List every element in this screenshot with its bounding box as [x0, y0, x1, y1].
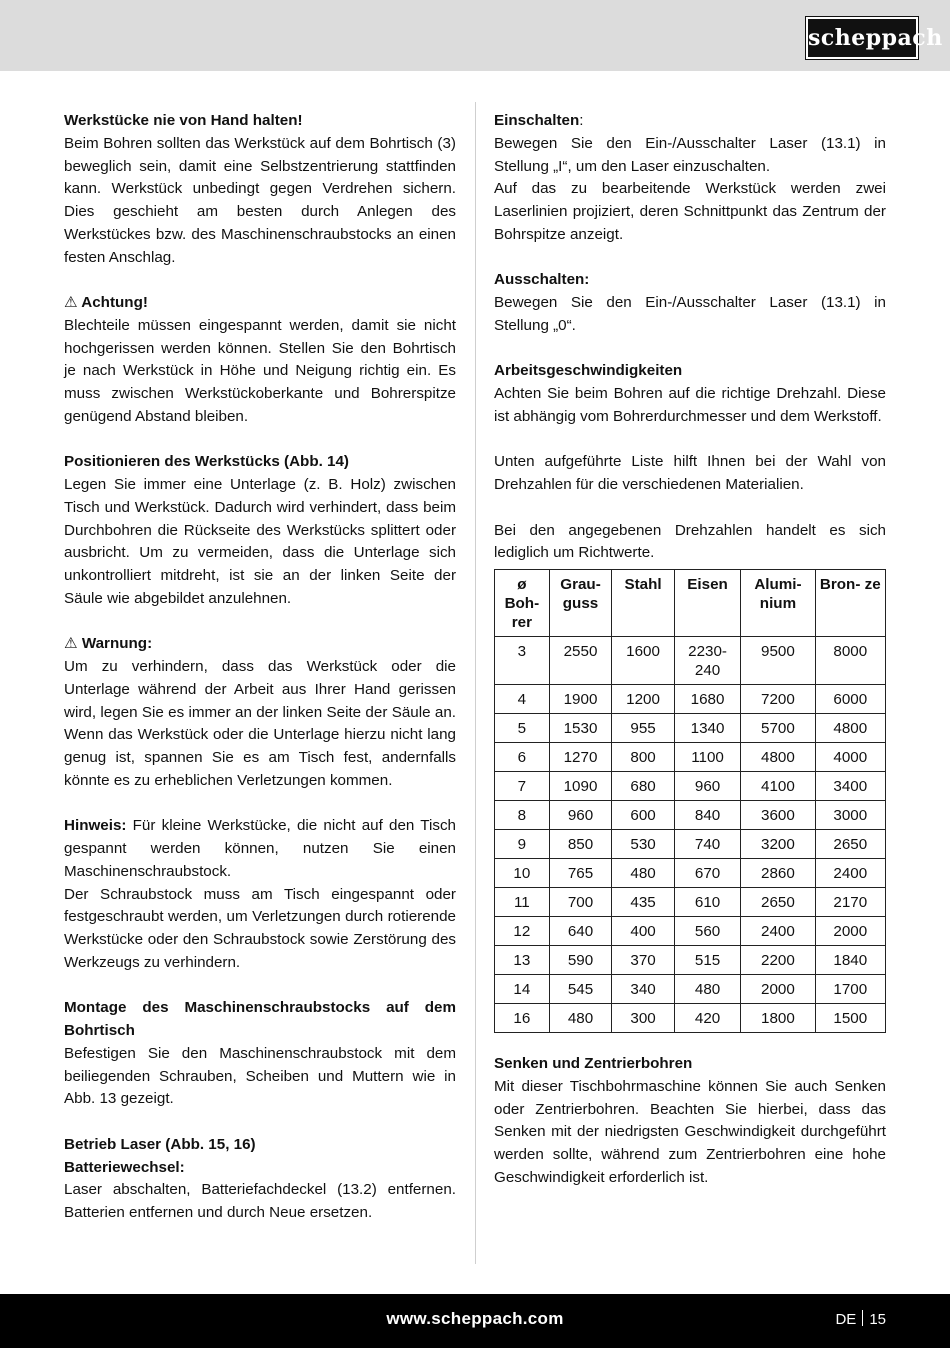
section-title: Werkstücke nie von Hand halten! [64, 112, 303, 129]
table-cell: 1840 [815, 946, 885, 975]
table-cell: 7 [495, 772, 550, 801]
table-cell: 2000 [741, 975, 815, 1004]
table-cell: 9500 [741, 637, 815, 685]
table-cell: 13 [495, 946, 550, 975]
section-caution [64, 292, 456, 429]
section-title: Positionieren des Werkstücks (Abb. 14) [64, 453, 349, 471]
table-cell: 2200 [741, 946, 815, 975]
table-header-row [495, 570, 886, 637]
table-body [495, 637, 886, 1033]
section-body: Blechteile müssen eingespannt werden, damit sie nicht hochgerissen werden können. Stellen Sie den Bohrtisch je nach Werkstück in Höhe und Neigung richtig ein. Es muss zwischen Werkstückoberkante und Bohrerspitze genügend Abstand bleiben. [64, 316, 456, 425]
table-cell: 4 [495, 685, 550, 714]
table-cell: 850 [549, 830, 612, 859]
section-countersinking [494, 1053, 886, 1190]
caution-title: ⚠ Achtung! [64, 294, 148, 311]
table-cell: 960 [674, 772, 740, 801]
table-row [495, 946, 886, 975]
table-cell: 700 [549, 888, 612, 917]
table-cell: 560 [674, 917, 740, 946]
table-row [495, 714, 886, 743]
section-positioning [64, 451, 456, 610]
table-cell: 2650 [741, 888, 815, 917]
table-cell: 4100 [741, 772, 815, 801]
table-cell: 480 [549, 1004, 612, 1033]
brand-logo: scheppach [806, 17, 918, 59]
table-row [495, 743, 886, 772]
section-working-speeds [494, 360, 886, 428]
table-cell: 1340 [674, 714, 740, 743]
table-cell: 4000 [815, 743, 885, 772]
table-cell: 1530 [549, 714, 612, 743]
table-cell: 480 [612, 859, 675, 888]
table-cell: 340 [612, 975, 675, 1004]
section-body: Befestigen Sie den Maschinenschraubstock mit dem beiliegenden Schrauben, Scheiben und Muttern wie in Abb. 13 gezeigt. [64, 1044, 456, 1108]
table-cell: 680 [612, 772, 675, 801]
section-switch-off [494, 269, 886, 337]
section-body: Legen Sie immer eine Unterlage (z. B. Holz) zwischen Tisch und Werkstück. Dadurch wird verhindert, dass beim Durchbohren die Rückseite des Werkstücks splittert oder ausbricht. Um zu vermeiden, dass die Unterlage sich unkontrolliert mitdreht, ist sie an der linken Seite der Säule wie abgebildet anzulehnen. [64, 476, 456, 607]
header-bar [0, 0, 950, 71]
section-switch-on-continued: Auf das zu bearbeitende Werkstück werden zwei Laserlinien projiziert, deren Schnittpunkt das Zentrum der Bohrspitze anzeigt. [494, 180, 886, 243]
speed-table [494, 569, 886, 1033]
section-subtitle: Batteriewechsel: [64, 1158, 185, 1176]
table-row [495, 1004, 886, 1033]
section-title: Ausschalten: [494, 271, 590, 289]
table-cell: 2170 [815, 888, 885, 917]
table-cell: 1680 [674, 685, 740, 714]
right-column [494, 110, 886, 1190]
speeds-guideline-note: Bei den angegebenen Drehzahlen handelt es sich lediglich um Richtwerte. [494, 521, 886, 562]
table-cell: 2550 [549, 637, 612, 685]
table-cell: 300 [612, 1004, 675, 1033]
table-cell: 370 [612, 946, 675, 975]
table-cell: 7200 [741, 685, 815, 714]
table-cell: 840 [674, 801, 740, 830]
table-cell: 10 [495, 859, 550, 888]
table-cell: 400 [612, 917, 675, 946]
table-cell: 8000 [815, 637, 885, 685]
table-cell: 2400 [741, 917, 815, 946]
speeds-list-intro: Unten aufgeführte Liste hilft Ihnen bei der Wahl von Drehzahlen für die verschiedenen Materialien. [494, 453, 886, 493]
table-cell: 16 [495, 1004, 550, 1033]
table-cell: 480 [674, 975, 740, 1004]
table-cell: 1800 [741, 1004, 815, 1033]
footer-bar [0, 1294, 950, 1348]
table-cell: 420 [674, 1004, 740, 1033]
table-cell: 4800 [741, 743, 815, 772]
section-title: Senken und Zentrierbohren [494, 1055, 693, 1072]
section-laser-operation [64, 1134, 456, 1225]
table-cell: 2000 [815, 917, 885, 946]
section-title: Montage des Maschinenschraubstocks auf dem Bohrtisch [64, 999, 456, 1039]
table-cell: 5700 [741, 714, 815, 743]
section-body: Bewegen Sie den Ein-/Ausschalter Laser (13.1) in Stellung „I“, um den Laser einzuschalten. [494, 134, 886, 175]
section-body: Um zu verhindern, dass das Werkstück oder die Unterlage während der Arbeit aus Ihrer Hand gerissen wird, legen Sie es immer an der linken Seite der Säule an. Wenn das Werkstück oder die Unterlage hierzu nicht lang genug ist, spannen Sie es am Tisch fest, andernfalls könnte es zu erheblichen Verletzungen kommen. [64, 658, 456, 789]
table-cell: 530 [612, 830, 675, 859]
table-cell: 2860 [741, 859, 815, 888]
section-title: Betrieb Laser (Abb. 15, 16) [64, 1135, 256, 1153]
note-label: Hinweis: [64, 817, 127, 835]
table-row [495, 975, 886, 1004]
table-row [495, 637, 886, 685]
table-cell: 1700 [815, 975, 885, 1004]
table-cell: 3400 [815, 772, 885, 801]
section-title: Arbeitsgeschwindigkeiten [494, 362, 683, 380]
table-cell: 590 [549, 946, 612, 975]
table-cell: 610 [674, 888, 740, 917]
table-cell: 1200 [612, 685, 675, 714]
table-cell: 545 [549, 975, 612, 1004]
warning-title: ⚠ Warnung: [64, 635, 153, 653]
table-cell: 1500 [815, 1004, 885, 1033]
section-title: Einschalten [494, 112, 580, 129]
table-cell: 640 [549, 917, 612, 946]
table-cell: 14 [495, 975, 550, 1004]
table-cell: 3 [495, 637, 550, 685]
table-row [495, 917, 886, 946]
table-cell: 435 [612, 888, 675, 917]
table-cell: 1100 [674, 743, 740, 772]
table-cell: 8 [495, 801, 550, 830]
table-cell: 3600 [741, 801, 815, 830]
table-cell: 3000 [815, 801, 885, 830]
table-cell: 955 [612, 714, 675, 743]
section-note-continued: Der Schraubstock muss am Tisch eingespannt oder festgeschraubt werden, um Verletzungen durch rotierende Werkstücke oder den Schraubstock sowie Zerstörung des Werkzeugs zu verhindern. [64, 885, 456, 971]
table-row [495, 801, 886, 830]
table-cell: 1270 [549, 743, 612, 772]
table-cell: 5 [495, 714, 550, 743]
section-body: Für kleine Werkstücke, die nicht auf den Tisch gespannt werden können, nutzen Sie einen Maschinenschraubstock. [64, 817, 456, 880]
table-cell: 1900 [549, 685, 612, 714]
section-body: Beim Bohren sollten das Werkstück auf dem Bohrtisch (3) beweglich sein, damit eine Selbstzentrierung stattfinden kann. Werkstück unbedingt gegen Verdrehen sichern. Dies geschieht am besten durch Anlegen des Werkstückes bzw. des Maschinenschraubstocks an einen festen Anschlag. [64, 134, 456, 266]
table-cell: 600 [612, 801, 675, 830]
header-steel: Stahl [612, 570, 675, 637]
table-cell: 740 [674, 830, 740, 859]
table-cell: 12 [495, 917, 550, 946]
language-code: DE [835, 1311, 857, 1328]
table-cell: 960 [549, 801, 612, 830]
table-row [495, 859, 886, 888]
table-cell: 800 [612, 743, 675, 772]
section-body: Bewegen Sie den Ein-/Ausschalter Laser (13.1) in Stellung „0“. [494, 294, 886, 334]
header-drill-diameter: ø Boh- rer [495, 570, 550, 637]
table-cell: 9 [495, 830, 550, 859]
left-column [64, 110, 456, 1225]
section-vise-mounting [64, 997, 456, 1111]
section-note [64, 815, 456, 883]
title-colon: : [579, 112, 584, 129]
page-indicator [835, 1310, 886, 1328]
header-cast-iron: Grau- guss [549, 570, 612, 637]
header-bronze: Bron- ze [815, 570, 885, 637]
section-no-hand-holding [64, 110, 456, 269]
table-cell: 11 [495, 888, 550, 917]
table-row [495, 830, 886, 859]
table-cell: 515 [674, 946, 740, 975]
section-switch-on [494, 110, 886, 178]
table-row [495, 685, 886, 714]
table-cell: 670 [674, 859, 740, 888]
website-url: www.scheppach.com [386, 1309, 564, 1328]
section-body: Achten Sie beim Bohren auf die richtige Drehzahl. Diese ist abhängig vom Bohrerdurchmesser und dem Werkstoff. [494, 385, 886, 425]
table-cell: 2400 [815, 859, 885, 888]
section-body: Mit dieser Tischbohrmaschine können Sie auch Senken oder Zentrierbohren. Beachten Sie hierbei, dass das Senken mit der niedrigsten Geschwindigkeit durchgeführt werden sollte, während zum Zentrierbohren eine hohe Geschwindigkeit erforderlich ist. [494, 1077, 886, 1186]
table-cell: 4800 [815, 714, 885, 743]
table-cell: 1600 [612, 637, 675, 685]
header-aluminium: Alumi- nium [741, 570, 815, 637]
table-cell: 6 [495, 743, 550, 772]
section-body: Laser abschalten, Batteriefachdeckel (13.2) entfernen. Batterien entfernen und durch Neue ersetzen. [64, 1181, 456, 1221]
table-cell: 2230- 240 [674, 637, 740, 685]
header-iron: Eisen [674, 570, 740, 637]
table-row [495, 888, 886, 917]
page-number: 15 [869, 1311, 886, 1328]
table-cell: 6000 [815, 685, 885, 714]
table-cell: 765 [549, 859, 612, 888]
table-cell: 1090 [549, 772, 612, 801]
table-cell: 2650 [815, 830, 885, 859]
table-cell: 3200 [741, 830, 815, 859]
section-warning [64, 633, 456, 792]
table-row [495, 772, 886, 801]
column-divider [475, 102, 476, 1264]
